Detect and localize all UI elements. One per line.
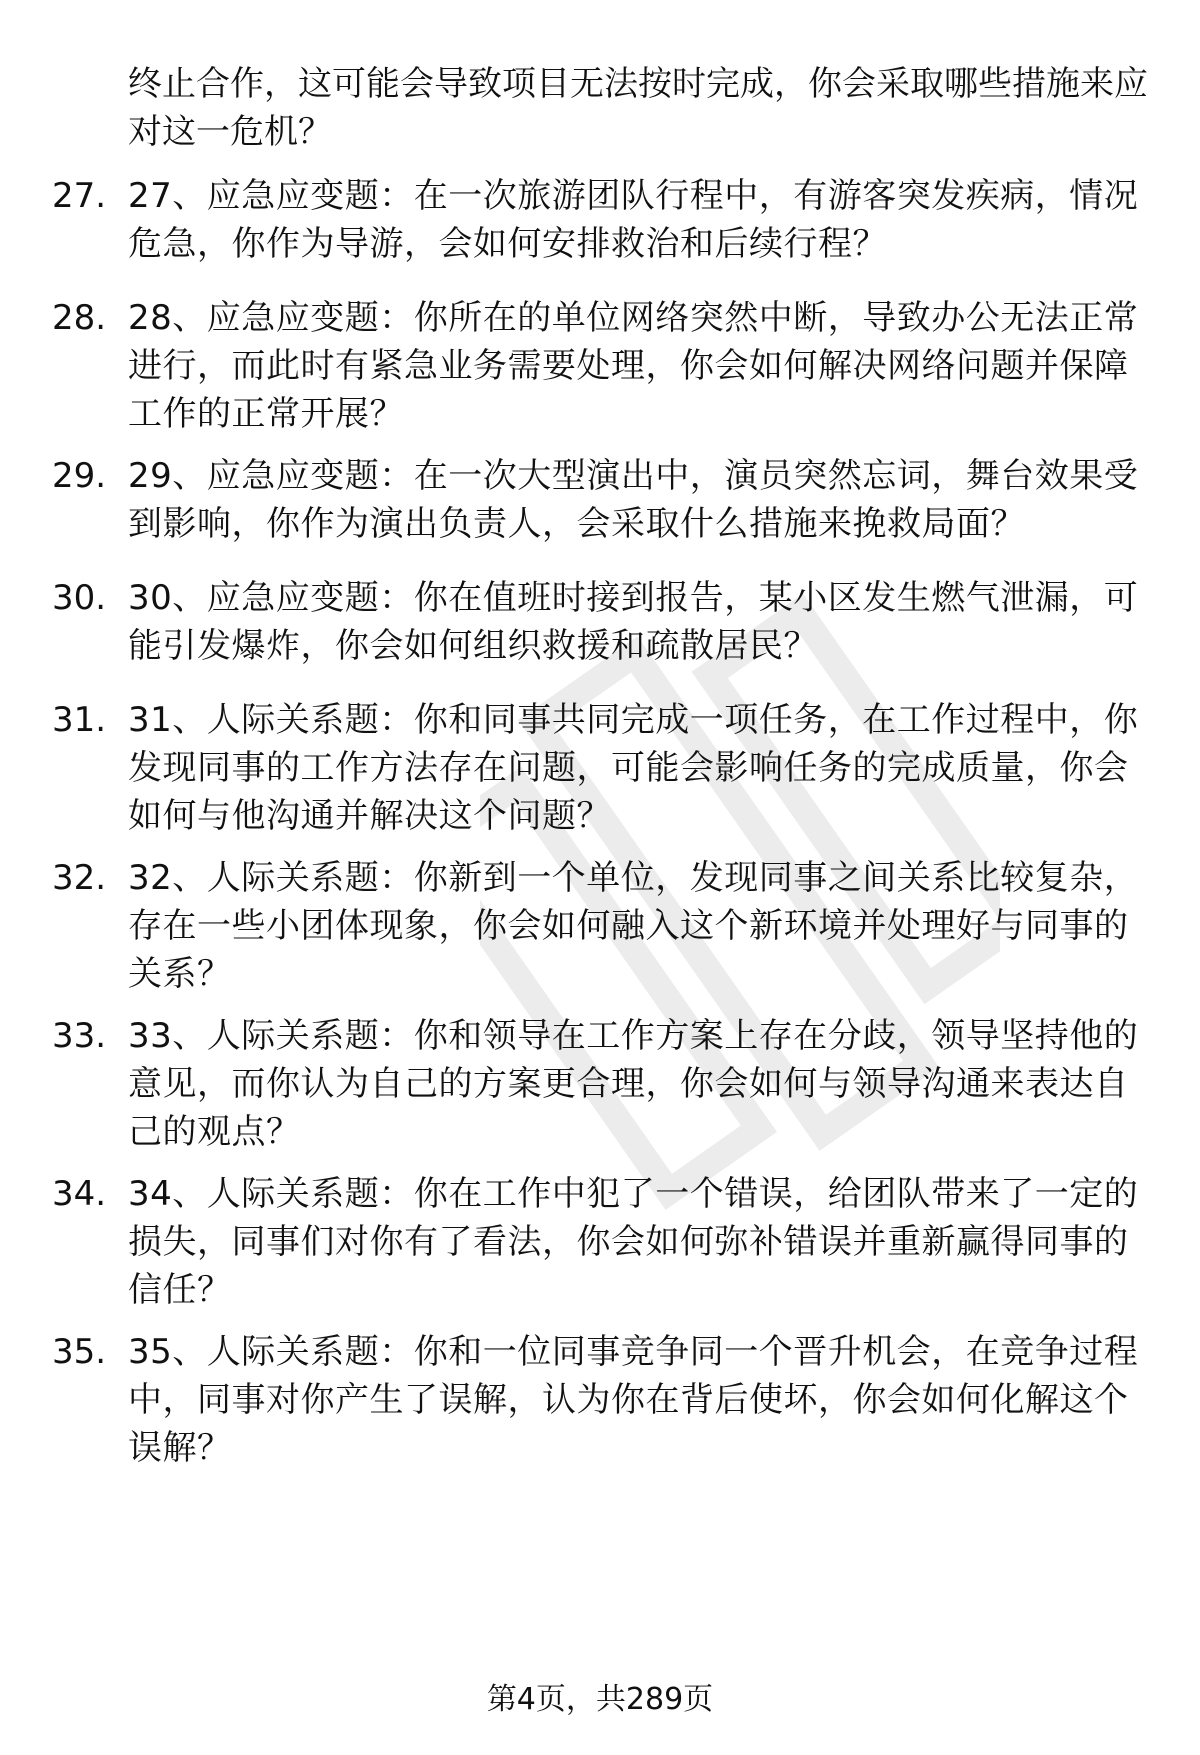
item-text: 31、人际关系题：你和同事共同完成一项任务，在工作过程中，你发现同事的工作方法存在问题，可能会影响任务的完成质量，你会如何与他沟通并解决这个问题？ (128, 700, 1139, 836)
continuation-text: 终止合作，这可能会导致项目无法按时完成，你会采取哪些措施来应对这一危机？ (128, 64, 1148, 152)
item-text: 33、人际关系题：你和领导在工作方案上存在分歧，领导坚持他的意见，而你认为自己的方案更合理，你会如何与领导沟通来表达自己的观点？ (128, 1016, 1139, 1152)
item-text: 28、应急应变题：你所在的单位网络突然中断，导致办公无法正常进行，而此时有紧急业务需要处理，你会如何解决网络问题并保障工作的正常开展？ (128, 298, 1139, 434)
item-text: 34、人际关系题：你在工作中犯了一个错误，给团队带来了一定的损失，同事们对你有了看法，你会如何弥补错误并重新赢得同事的信任？ (128, 1174, 1139, 1310)
item-number: 31. (52, 700, 107, 740)
page-footer: 第4页，共289页 (486, 1682, 714, 1717)
item-number: 27. (52, 176, 107, 216)
item-text: 35、人际关系题：你和一位同事竞争同一个晋升机会，在竞争过程中，同事对你产生了误解，认为你在背后使坏，你会如何化解这个误解？ (128, 1332, 1139, 1468)
item-number: 35. (52, 1332, 107, 1372)
item-text: 32、人际关系题：你新到一个单位，发现同事之间关系比较复杂，存在一些小团体现象，你会如何融入这个新环境并处理好与同事的关系？ (128, 858, 1139, 994)
item-number: 29. (52, 456, 107, 496)
item-number: 28. (52, 298, 107, 338)
item-text: 29、应急应变题：在一次大型演出中，演员突然忘词，舞台效果受到影响，你作为演出负责人，会采取什么措施来挽救局面？ (128, 456, 1139, 544)
item-number: 34. (52, 1174, 107, 1214)
item-text: 30、应急应变题：你在值班时接到报告，某小区发生燃气泄漏，可能引发爆炸，你会如何组织救援和疏散居民？ (128, 578, 1139, 666)
item-number: 33. (52, 1016, 107, 1056)
item-text: 27、应急应变题：在一次旅游团队行程中，有游客突发疾病，情况危急，你作为导游，会如何安排救治和后续行程？ (128, 176, 1139, 264)
item-number: 30. (52, 578, 107, 618)
item-number: 32. (52, 858, 107, 898)
